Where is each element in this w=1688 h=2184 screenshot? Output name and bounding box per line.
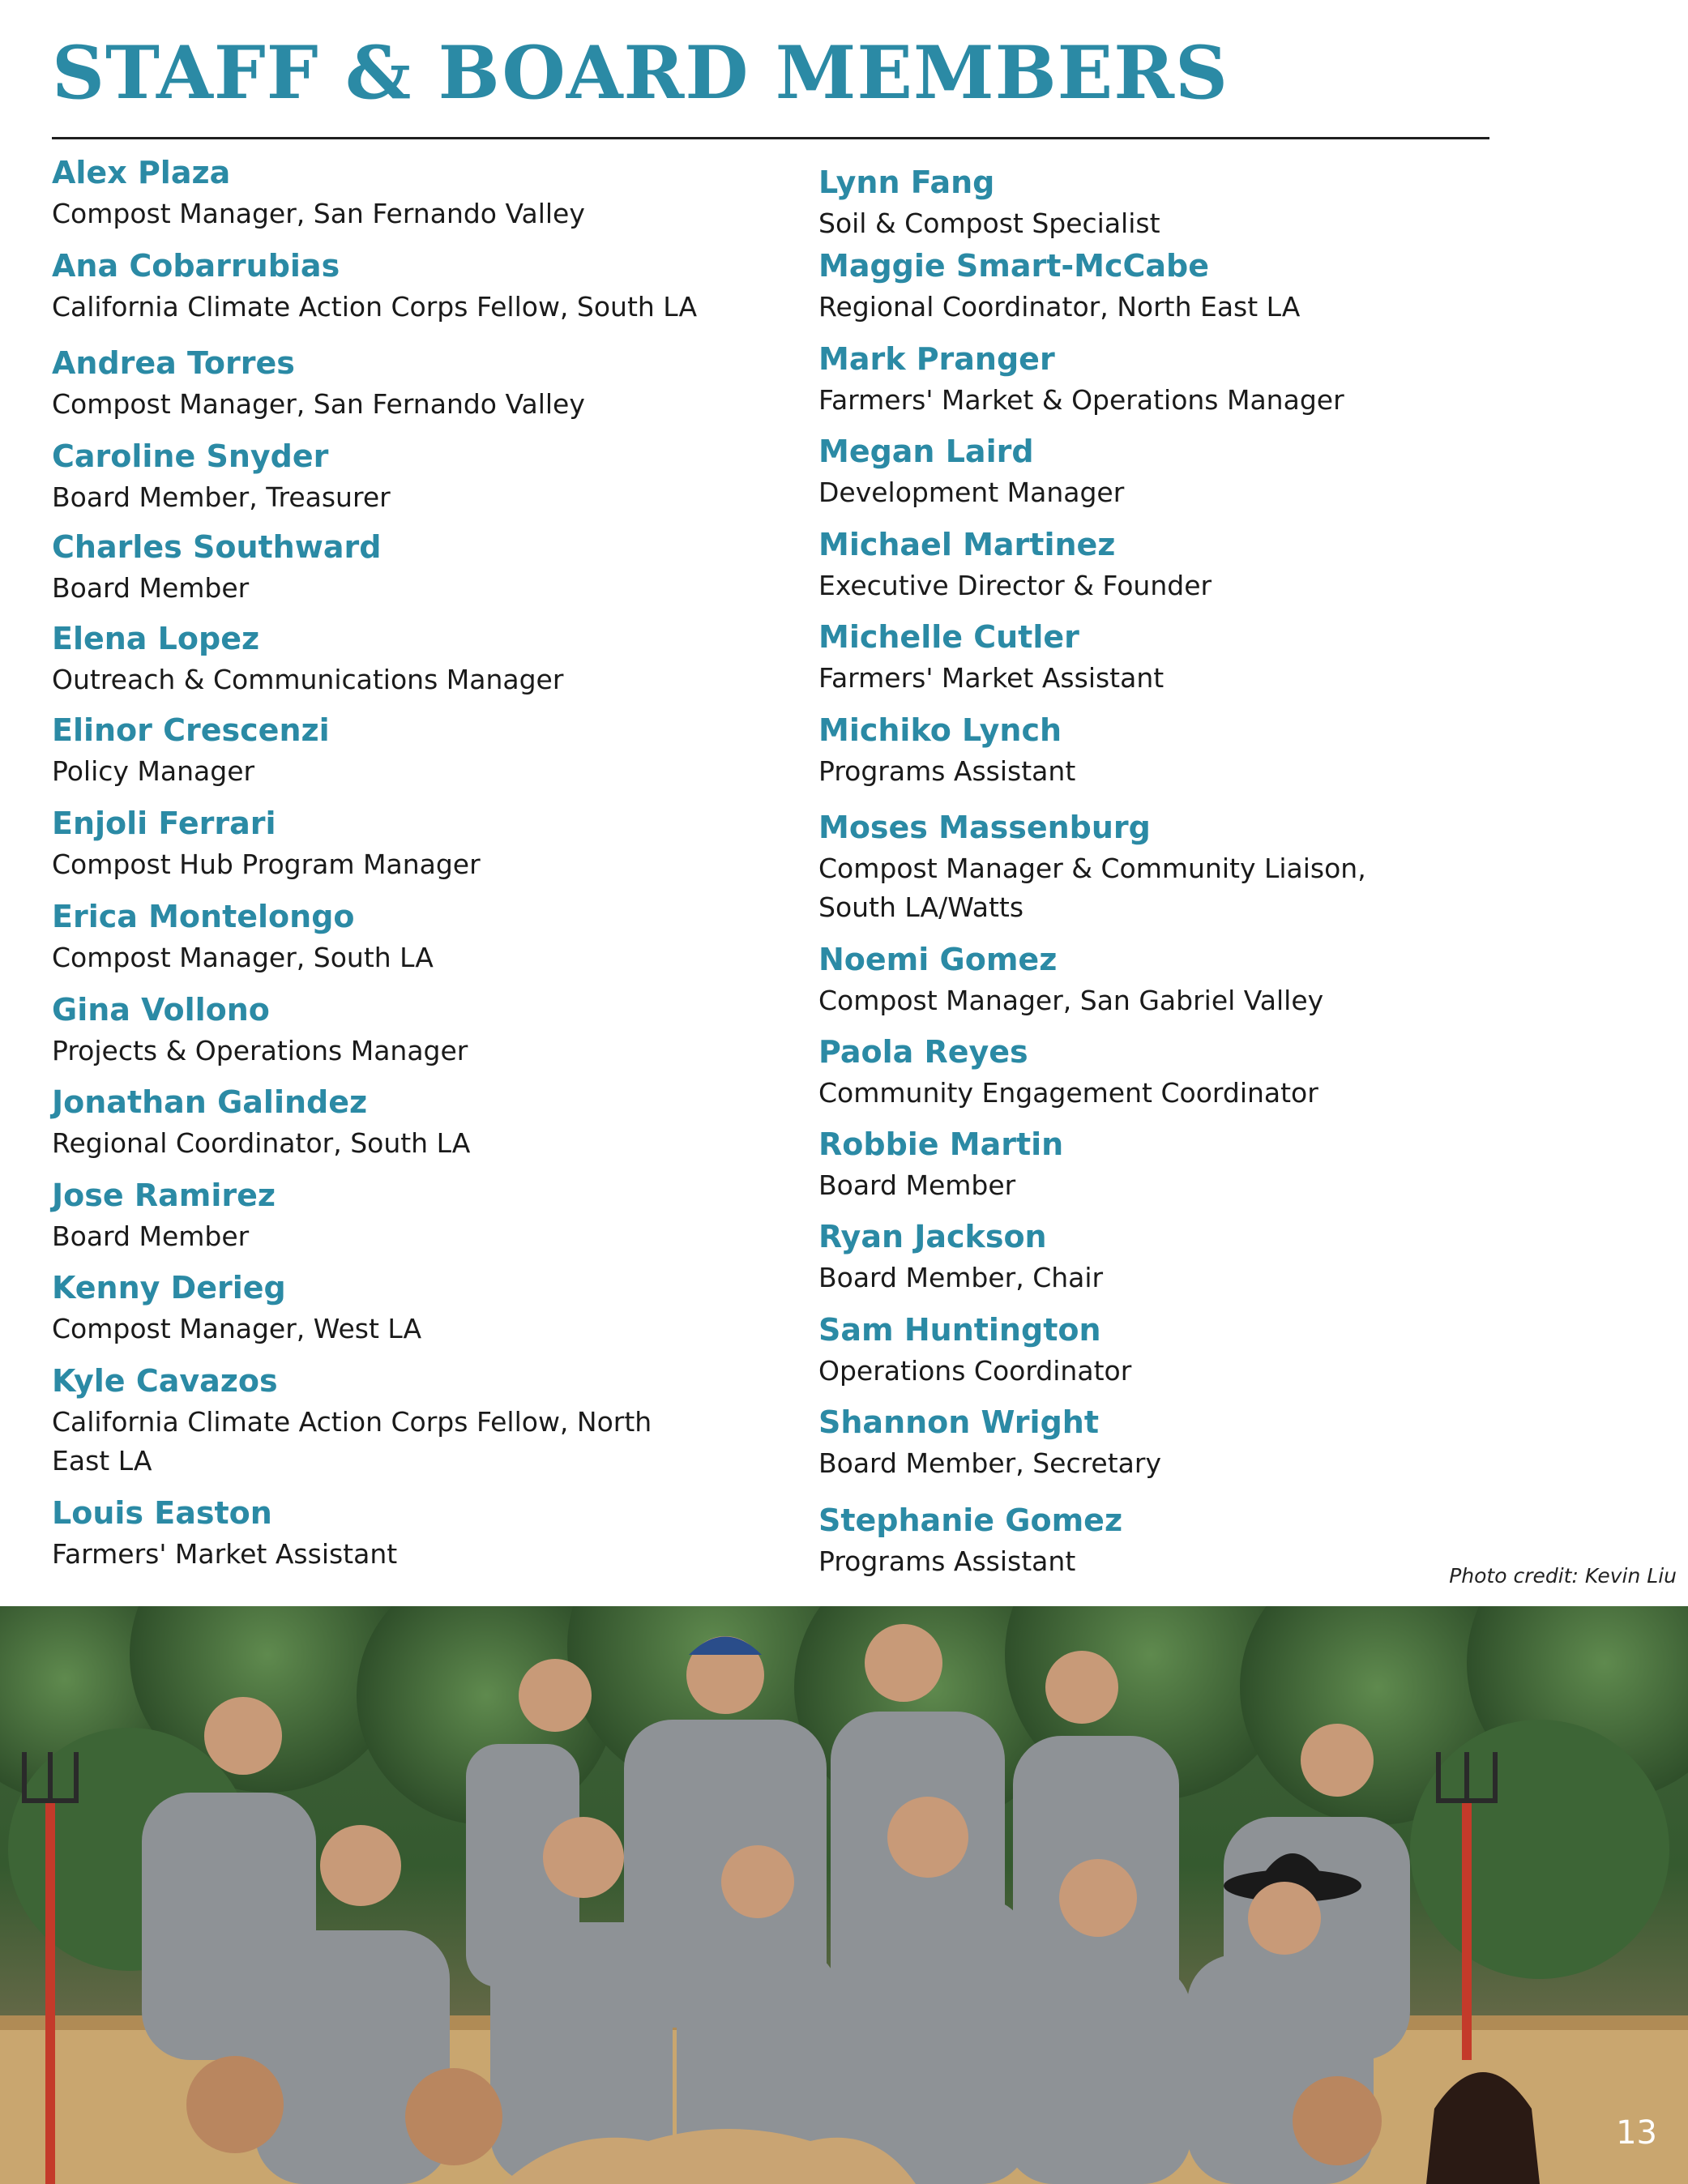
list-item	[52, 527, 806, 608]
list-item	[818, 339, 1515, 420]
member-role: Community Engagement Coordinator	[818, 1077, 1318, 1109]
member-role: Farmers' Market Assistant	[52, 1538, 398, 1570]
member-role: Farmers' Market & Operations Manager	[818, 384, 1344, 416]
member-name: Charles Southward	[52, 529, 382, 565]
member-name: Erica Montelongo	[52, 899, 355, 934]
member-name: Ana Cobarrubias	[52, 248, 340, 284]
list-item	[818, 162, 1515, 243]
list-item	[52, 1361, 806, 1481]
list-item	[818, 939, 1515, 1020]
member-name: Robbie Martin	[818, 1126, 1064, 1162]
member-name: Kyle Cavazos	[52, 1363, 278, 1399]
member-name: Kenny Derieg	[52, 1270, 286, 1306]
title-divider	[52, 137, 1489, 139]
list-item	[52, 246, 806, 327]
member-role: Operations Coordinator	[818, 1355, 1132, 1387]
list-item	[52, 618, 806, 699]
list-item	[52, 1082, 806, 1163]
member-role: Compost Manager, San Fernando Valley	[52, 198, 585, 229]
list-item	[52, 803, 806, 884]
member-name: Maggie Smart-McCabe	[818, 248, 1210, 284]
member-role: California Climate Action Corps Fellow, South LA	[52, 291, 698, 323]
member-name: Moses Massenburg	[818, 810, 1151, 845]
member-role: Programs Assistant	[818, 1545, 1076, 1577]
member-role: Compost Manager, San Fernando Valley	[52, 388, 585, 420]
member-role: Compost Manager & Community Liaison, South LA/Watts	[818, 853, 1366, 923]
list-item	[818, 524, 1515, 605]
member-name: Lynn Fang	[818, 165, 995, 200]
list-item	[52, 989, 806, 1071]
member-name: Alex Plaza	[52, 155, 231, 190]
team-photo	[0, 1606, 1688, 2184]
member-name: Andrea Torres	[52, 345, 295, 381]
list-item	[52, 1493, 806, 1574]
member-role: Board Member, Chair	[818, 1262, 1104, 1293]
member-name: Jonathan Galindez	[52, 1084, 368, 1120]
member-role: Development Manager	[818, 477, 1125, 508]
list-item	[818, 431, 1515, 512]
member-role: Soil & Compost Specialist	[818, 207, 1160, 239]
member-name: Sam Huntington	[818, 1312, 1101, 1348]
member-name: Caroline Snyder	[52, 438, 329, 474]
member-role: Programs Assistant	[818, 755, 1076, 787]
list-item	[52, 436, 806, 517]
list-item	[818, 1402, 1515, 1483]
page-title: STAFF & BOARD MEMBERS	[52, 30, 1229, 116]
member-name: Michiko Lynch	[818, 712, 1062, 748]
member-role: California Climate Action Corps Fellow, North East LA	[52, 1406, 652, 1477]
list-item	[818, 1216, 1515, 1297]
member-name: Ryan Jackson	[818, 1219, 1047, 1254]
member-name: Megan Laird	[818, 434, 1034, 469]
list-item	[818, 1310, 1515, 1391]
member-name: Michael Martinez	[818, 527, 1116, 562]
member-name: Noemi Gomez	[818, 942, 1058, 977]
list-item	[52, 1175, 806, 1256]
list-item	[818, 1032, 1515, 1113]
member-name: Michelle Cutler	[818, 619, 1079, 655]
team-photo-illustration	[0, 1606, 1688, 2184]
member-name: Gina Vollono	[52, 992, 270, 1028]
member-role: Board Member	[52, 1220, 250, 1252]
member-role: Compost Manager, San Gabriel Valley	[818, 985, 1324, 1016]
member-role: Outreach & Communications Manager	[52, 664, 564, 695]
member-name: Elinor Crescenzi	[52, 712, 330, 748]
member-role: Projects & Operations Manager	[52, 1035, 468, 1066]
member-role: Compost Hub Program Manager	[52, 848, 481, 880]
member-role: Board Member, Secretary	[818, 1447, 1161, 1479]
member-role: Farmers' Market Assistant	[818, 662, 1165, 694]
list-item	[52, 1267, 806, 1348]
list-item	[818, 710, 1515, 791]
member-role: Regional Coordinator, South LA	[52, 1127, 471, 1159]
member-name: Shannon Wright	[818, 1404, 1099, 1440]
member-role: Policy Manager	[52, 755, 255, 787]
list-item	[818, 246, 1515, 327]
list-item	[52, 710, 806, 791]
member-name: Louis Easton	[52, 1495, 272, 1531]
member-name: Mark Pranger	[818, 341, 1055, 377]
member-name: Elena Lopez	[52, 621, 260, 656]
list-item	[52, 896, 806, 977]
member-role: Executive Director & Founder	[818, 570, 1212, 601]
member-name: Enjoli Ferrari	[52, 806, 276, 841]
member-role: Regional Coordinator, North East LA	[818, 291, 1301, 323]
member-name: Jose Ramirez	[52, 1177, 276, 1213]
member-name: Paola Reyes	[818, 1034, 1028, 1070]
list-item	[52, 152, 806, 233]
photo-credit: Photo credit: Kevin Liu	[1449, 1564, 1677, 1588]
member-name: Stephanie Gomez	[818, 1502, 1123, 1538]
list-item	[818, 1124, 1515, 1205]
member-role: Compost Manager, West LA	[52, 1313, 422, 1344]
list-item	[818, 617, 1515, 698]
member-role: Board Member	[52, 572, 250, 604]
member-role: Compost Manager, South LA	[52, 942, 434, 973]
member-role: Board Member, Treasurer	[52, 481, 391, 513]
list-item	[818, 1500, 1515, 1581]
page-number: 13	[1616, 2114, 1657, 2152]
member-role: Board Member	[818, 1169, 1016, 1201]
list-item	[52, 343, 806, 424]
list-item	[818, 807, 1515, 927]
